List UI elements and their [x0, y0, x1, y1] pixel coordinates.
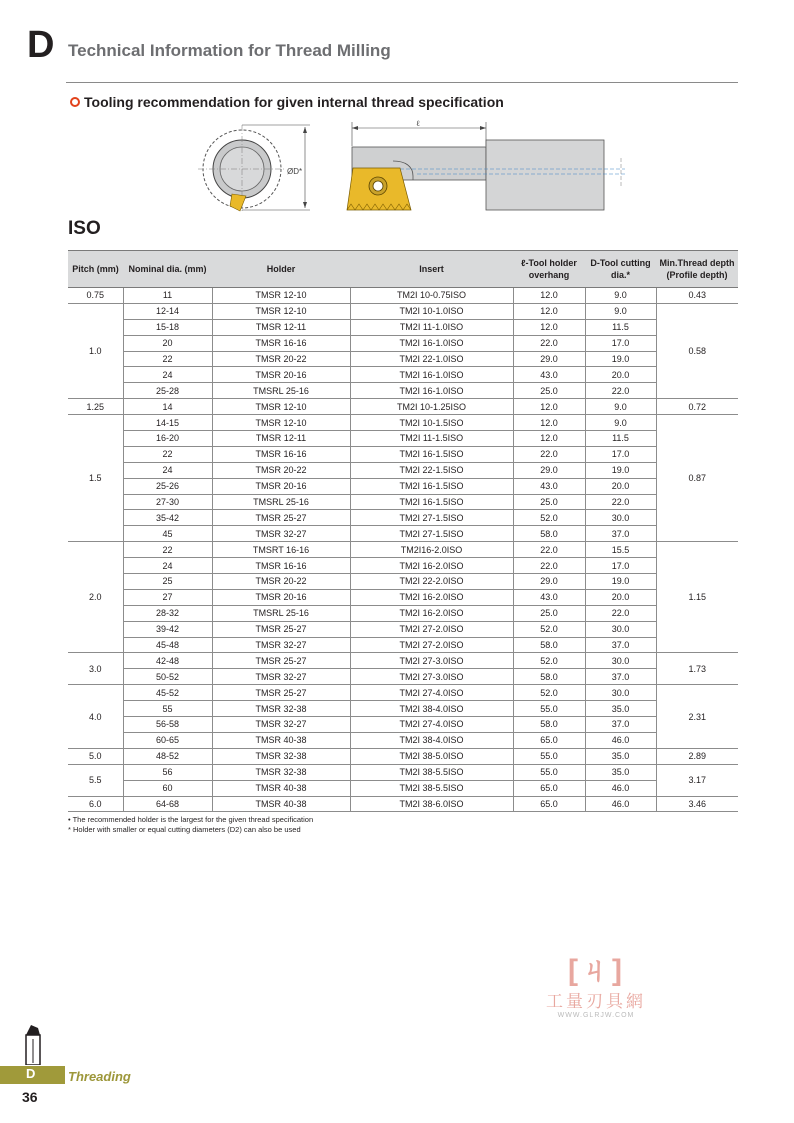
- thread-depth-cell: 0.43: [656, 288, 738, 304]
- pitch-cell: 5.0: [68, 748, 123, 764]
- table-row: [68, 701, 738, 717]
- insert-cell: TM2I 16-1.5ISO: [350, 478, 513, 494]
- overhang-cell: 22.0: [513, 542, 585, 558]
- dtool-cell: 22.0: [585, 605, 656, 621]
- table-row: [68, 764, 738, 780]
- pitch-cell: 0.75: [68, 288, 123, 304]
- nominal-dia-cell: 60-65: [123, 732, 212, 748]
- nominal-dia-cell: 27-30: [123, 494, 212, 510]
- table-row: [68, 526, 738, 542]
- dtool-cell: 9.0: [585, 415, 656, 431]
- overhang-cell: 52.0: [513, 510, 585, 526]
- nominal-dia-cell: 25-26: [123, 478, 212, 494]
- overhang-cell: 22.0: [513, 558, 585, 574]
- footnote-1: • The recommended holder is the largest for the given thread specification: [68, 815, 314, 824]
- page-number: 36: [22, 1089, 38, 1105]
- overhang-cell: 29.0: [513, 351, 585, 367]
- length-label: ℓ: [416, 119, 420, 128]
- thread-depth-cell: 0.87: [656, 415, 738, 542]
- holder-cell: TMSRL 25-16: [212, 383, 350, 399]
- col-header-dtool: D-Tool cutting dia.*: [585, 251, 656, 288]
- overhang-cell: 55.0: [513, 701, 585, 717]
- thread-depth-cell: 1.15: [656, 542, 738, 653]
- chapter-tab-label: Threading: [68, 1069, 131, 1084]
- insert-cell: TM2I 16-2.0ISO: [350, 558, 513, 574]
- insert-cell: TM2I 16-1.0ISO: [350, 367, 513, 383]
- nominal-dia-cell: 12-14: [123, 303, 212, 319]
- insert-cell: TM2I 22-1.0ISO: [350, 351, 513, 367]
- nominal-dia-cell: 55: [123, 701, 212, 717]
- nominal-dia-cell: 42-48: [123, 653, 212, 669]
- pitch-cell: 2.0: [68, 542, 123, 653]
- table-row: [68, 605, 738, 621]
- holder-cell: TMSR 25-27: [212, 653, 350, 669]
- insert-cell: TM2I 16-1.0ISO: [350, 383, 513, 399]
- insert-cell: TM2I 27-3.0ISO: [350, 653, 513, 669]
- pitch-cell: 6.0: [68, 796, 123, 812]
- holder-cell: TMSR 12-10: [212, 399, 350, 415]
- overhang-cell: 43.0: [513, 367, 585, 383]
- nominal-dia-cell: 45-48: [123, 637, 212, 653]
- holder-cell: TMSR 32-38: [212, 748, 350, 764]
- insert-cell: TM2I 38-4.0ISO: [350, 701, 513, 717]
- nominal-dia-cell: 60: [123, 780, 212, 796]
- dtool-cell: 9.0: [585, 399, 656, 415]
- table-row: [68, 510, 738, 526]
- pitch-cell: 3.0: [68, 653, 123, 685]
- nominal-dia-cell: 22: [123, 542, 212, 558]
- nominal-dia-cell: 24: [123, 367, 212, 383]
- dtool-cell: 46.0: [585, 732, 656, 748]
- holder-cell: TMSR 20-16: [212, 478, 350, 494]
- overhang-cell: 12.0: [513, 399, 585, 415]
- holder-cell: TMSRT 16-16: [212, 542, 350, 558]
- thread-depth-cell: 3.17: [656, 764, 738, 796]
- dtool-cell: 37.0: [585, 637, 656, 653]
- col-header-holder: Holder: [212, 251, 350, 288]
- end-view-illustration: [198, 125, 310, 213]
- table-row: [68, 303, 738, 319]
- table-row: [68, 558, 738, 574]
- holder-cell: TMSR 20-22: [212, 574, 350, 590]
- section-title-text: Tooling recommendation for given internal thread specification: [84, 94, 504, 110]
- insert-cell: TM2I 10-1.0ISO: [350, 303, 513, 319]
- overhang-cell: 29.0: [513, 462, 585, 478]
- chapter-tab-letter: D: [26, 1066, 36, 1081]
- nominal-dia-cell: 14: [123, 399, 212, 415]
- col-header-pitch: Pitch (mm): [68, 251, 123, 288]
- holder-cell: TMSR 25-27: [212, 621, 350, 637]
- overhang-cell: 22.0: [513, 335, 585, 351]
- holder-cell: TMSR 20-22: [212, 462, 350, 478]
- dtool-cell: 17.0: [585, 335, 656, 351]
- dtool-cell: 19.0: [585, 462, 656, 478]
- holder-cell: TMSR 40-38: [212, 796, 350, 812]
- table-row: [68, 542, 738, 558]
- holder-cell: TMSR 12-10: [212, 303, 350, 319]
- holder-cell: TMSR 16-16: [212, 335, 350, 351]
- insert-cell: TM2I 38-4.0ISO: [350, 732, 513, 748]
- table-row: [68, 589, 738, 605]
- dtool-cell: 19.0: [585, 574, 656, 590]
- dtool-cell: 11.5: [585, 319, 656, 335]
- insert-cell: TM2I 38-5.0ISO: [350, 748, 513, 764]
- pitch-cell: 1.0: [68, 303, 123, 398]
- overhang-cell: 65.0: [513, 732, 585, 748]
- col-header-nominal: Nominal dia. (mm): [123, 251, 212, 288]
- holder-cell: TMSR 32-27: [212, 526, 350, 542]
- threading-tool-icon: [22, 1025, 44, 1065]
- dtool-cell: 9.0: [585, 288, 656, 304]
- insert-cell: TM2I 16-1.5ISO: [350, 446, 513, 462]
- table-row: [68, 335, 738, 351]
- overhang-cell: 65.0: [513, 796, 585, 812]
- table-row: [68, 399, 738, 415]
- overhang-cell: 52.0: [513, 685, 585, 701]
- dtool-cell: 37.0: [585, 526, 656, 542]
- table-row: [68, 732, 738, 748]
- overhang-cell: 12.0: [513, 319, 585, 335]
- watermark-url: WWW.GLRJW.COM: [557, 1012, 635, 1019]
- thread-depth-cell: 2.31: [656, 685, 738, 749]
- table-row: [68, 780, 738, 796]
- holder-cell: TMSR 40-38: [212, 732, 350, 748]
- dtool-cell: 37.0: [585, 717, 656, 733]
- overhang-cell: 12.0: [513, 288, 585, 304]
- thread-depth-cell: 0.72: [656, 399, 738, 415]
- holder-cell: TMSR 12-10: [212, 415, 350, 431]
- table-header-row: [68, 251, 738, 288]
- nominal-dia-cell: 25: [123, 574, 212, 590]
- col-header-depth: Min.Thread depth (Profile depth): [656, 251, 738, 288]
- overhang-cell: 65.0: [513, 780, 585, 796]
- insert-cell: TM2I 27-4.0ISO: [350, 717, 513, 733]
- holder-cell: TMSR 16-16: [212, 558, 350, 574]
- holder-cell: TMSR 16-16: [212, 446, 350, 462]
- holder-cell: TMSR 20-16: [212, 589, 350, 605]
- dtool-cell: 35.0: [585, 701, 656, 717]
- pitch-cell: 5.5: [68, 764, 123, 796]
- insert-cell: TM2I16-2.0ISO: [350, 542, 513, 558]
- dtool-cell: 37.0: [585, 669, 656, 685]
- insert-cell: TM2I 27-2.0ISO: [350, 637, 513, 653]
- dtool-cell: 35.0: [585, 764, 656, 780]
- insert-cell: TM2I 27-1.5ISO: [350, 510, 513, 526]
- insert-cell: TM2I 16-2.0ISO: [350, 605, 513, 621]
- table-row: [68, 446, 738, 462]
- table-row: [68, 288, 738, 304]
- standard-heading: ISO: [68, 218, 101, 239]
- nominal-dia-cell: 24: [123, 558, 212, 574]
- thread-depth-cell: 2.89: [656, 748, 738, 764]
- dtool-cell: 46.0: [585, 796, 656, 812]
- table-row: [68, 796, 738, 812]
- overhang-cell: 43.0: [513, 589, 585, 605]
- insert-cell: TM2I 16-1.0ISO: [350, 335, 513, 351]
- overhang-cell: 12.0: [513, 431, 585, 447]
- overhang-cell: 22.0: [513, 446, 585, 462]
- holder-cell: TMSR 25-27: [212, 685, 350, 701]
- table-row: [68, 669, 738, 685]
- overhang-cell: 58.0: [513, 669, 585, 685]
- dtool-cell: 30.0: [585, 685, 656, 701]
- side-view-illustration: [347, 119, 625, 210]
- table-row: [68, 653, 738, 669]
- dtool-cell: 20.0: [585, 589, 656, 605]
- nominal-dia-cell: 22: [123, 351, 212, 367]
- nominal-dia-cell: 25-28: [123, 383, 212, 399]
- nominal-dia-cell: 45-52: [123, 685, 212, 701]
- holder-cell: TMSRL 25-16: [212, 605, 350, 621]
- bullet-circle-icon: [70, 97, 80, 107]
- overhang-cell: 12.0: [513, 303, 585, 319]
- overhang-cell: 12.0: [513, 415, 585, 431]
- table-row: [68, 574, 738, 590]
- insert-cell: TM2I 38-5.5ISO: [350, 780, 513, 796]
- table-row: [68, 494, 738, 510]
- nominal-dia-cell: 56: [123, 764, 212, 780]
- page-title: Technical Information for Thread Milling: [68, 41, 391, 60]
- nominal-dia-cell: 22: [123, 446, 212, 462]
- nominal-dia-cell: 16-20: [123, 431, 212, 447]
- holder-cell: TMSR 12-11: [212, 431, 350, 447]
- nominal-dia-cell: 11: [123, 288, 212, 304]
- table-row: [68, 415, 738, 431]
- dtool-cell: 20.0: [585, 367, 656, 383]
- holder-cell: TMSR 32-38: [212, 764, 350, 780]
- holder-cell: TMSR 32-38: [212, 701, 350, 717]
- holder-cell: TMSR 32-27: [212, 669, 350, 685]
- overhang-cell: 55.0: [513, 748, 585, 764]
- table-row: [68, 748, 738, 764]
- nominal-dia-cell: 27: [123, 589, 212, 605]
- thread-depth-cell: 1.73: [656, 653, 738, 685]
- col-header-overhang: ℓ-Tool holder overhang: [513, 251, 585, 288]
- header-divider: [66, 82, 738, 83]
- nominal-dia-cell: 45: [123, 526, 212, 542]
- holder-cell: TMSR 40-38: [212, 780, 350, 796]
- table-row: [68, 621, 738, 637]
- nominal-dia-cell: 64-68: [123, 796, 212, 812]
- overhang-cell: 58.0: [513, 637, 585, 653]
- thread-depth-cell: 3.46: [656, 796, 738, 812]
- holder-cell: TMSR 20-16: [212, 367, 350, 383]
- holder-cell: TMSRL 25-16: [212, 494, 350, 510]
- nominal-dia-cell: 56-58: [123, 717, 212, 733]
- insert-cell: TM2I 10-0.75ISO: [350, 288, 513, 304]
- dtool-cell: 17.0: [585, 446, 656, 462]
- insert-cell: TM2I 27-1.5ISO: [350, 526, 513, 542]
- dtool-cell: 30.0: [585, 510, 656, 526]
- table-row: [68, 637, 738, 653]
- dtool-cell: 30.0: [585, 653, 656, 669]
- insert-cell: TM2I 16-2.0ISO: [350, 589, 513, 605]
- dtool-cell: 22.0: [585, 383, 656, 399]
- overhang-cell: 55.0: [513, 764, 585, 780]
- insert-cell: TM2I 27-4.0ISO: [350, 685, 513, 701]
- overhang-cell: 25.0: [513, 494, 585, 510]
- holder-cell: TMSR 25-27: [212, 510, 350, 526]
- dtool-cell: 17.0: [585, 558, 656, 574]
- section-title: [70, 94, 504, 110]
- overhang-cell: 52.0: [513, 621, 585, 637]
- insert-cell: TM2I 10-1.5ISO: [350, 415, 513, 431]
- holder-cell: TMSR 32-27: [212, 717, 350, 733]
- insert-cell: TM2I 27-3.0ISO: [350, 669, 513, 685]
- dtool-cell: 20.0: [585, 478, 656, 494]
- dtool-cell: 30.0: [585, 621, 656, 637]
- insert-cell: TM2I 10-1.25ISO: [350, 399, 513, 415]
- tool-diagram: [195, 118, 635, 218]
- table-row: [68, 478, 738, 494]
- nominal-dia-cell: 14-15: [123, 415, 212, 431]
- nominal-dia-cell: 28-32: [123, 605, 212, 621]
- overhang-cell: 29.0: [513, 574, 585, 590]
- insert-cell: TM2I 38-6.0ISO: [350, 796, 513, 812]
- nominal-dia-cell: 20: [123, 335, 212, 351]
- dtool-cell: 19.0: [585, 351, 656, 367]
- nominal-dia-cell: 48-52: [123, 748, 212, 764]
- pitch-cell: 4.0: [68, 685, 123, 749]
- footnotes: [68, 815, 313, 835]
- table-row: [68, 351, 738, 367]
- table-row: [68, 717, 738, 733]
- dtool-cell: 15.5: [585, 542, 656, 558]
- watermark-text: 工量刃具網: [546, 992, 646, 1011]
- insert-cell: TM2I 38-5.5ISO: [350, 764, 513, 780]
- nominal-dia-cell: 39-42: [123, 621, 212, 637]
- watermark-logo-icon: [ㄐ]: [568, 954, 624, 987]
- dtool-cell: 46.0: [585, 780, 656, 796]
- insert-cell: TM2I 11-1.0ISO: [350, 319, 513, 335]
- overhang-cell: 43.0: [513, 478, 585, 494]
- insert-cell: TM2I 27-2.0ISO: [350, 621, 513, 637]
- holder-cell: TMSR 12-11: [212, 319, 350, 335]
- table-row: [68, 431, 738, 447]
- dtool-cell: 35.0: [585, 748, 656, 764]
- table-row: [68, 685, 738, 701]
- pitch-cell: 1.5: [68, 415, 123, 542]
- table-row: [68, 383, 738, 399]
- overhang-cell: 52.0: [513, 653, 585, 669]
- footnote-2: * Holder with smaller or equal cutting diameters (D2) can also be used: [68, 825, 301, 834]
- overhang-cell: 58.0: [513, 526, 585, 542]
- table-row: [68, 367, 738, 383]
- holder-cell: TMSR 12-10: [212, 288, 350, 304]
- nominal-dia-cell: 15-18: [123, 319, 212, 335]
- thread-depth-cell: 0.58: [656, 303, 738, 398]
- dtool-cell: 9.0: [585, 303, 656, 319]
- nominal-dia-cell: 24: [123, 462, 212, 478]
- nominal-dia-cell: 35-42: [123, 510, 212, 526]
- insert-cell: TM2I 22-1.5ISO: [350, 462, 513, 478]
- pitch-cell: 1.25: [68, 399, 123, 415]
- table-row: [68, 319, 738, 335]
- insert-cell: TM2I 16-1.5ISO: [350, 494, 513, 510]
- overhang-cell: 25.0: [513, 605, 585, 621]
- nominal-dia-cell: 50-52: [123, 669, 212, 685]
- insert-cell: TM2I 11-1.5ISO: [350, 431, 513, 447]
- diameter-label: ØD*: [287, 167, 303, 176]
- dtool-cell: 11.5: [585, 431, 656, 447]
- watermark: [526, 945, 666, 1019]
- overhang-cell: 58.0: [513, 717, 585, 733]
- holder-cell: TMSR 20-22: [212, 351, 350, 367]
- table-row: [68, 462, 738, 478]
- overhang-cell: 25.0: [513, 383, 585, 399]
- dtool-cell: 22.0: [585, 494, 656, 510]
- col-header-insert: Insert: [350, 251, 513, 288]
- insert-cell: TM2I 22-2.0ISO: [350, 574, 513, 590]
- chapter-letter: D: [27, 24, 55, 66]
- thread-spec-table: [68, 250, 738, 812]
- holder-cell: TMSR 32-27: [212, 637, 350, 653]
